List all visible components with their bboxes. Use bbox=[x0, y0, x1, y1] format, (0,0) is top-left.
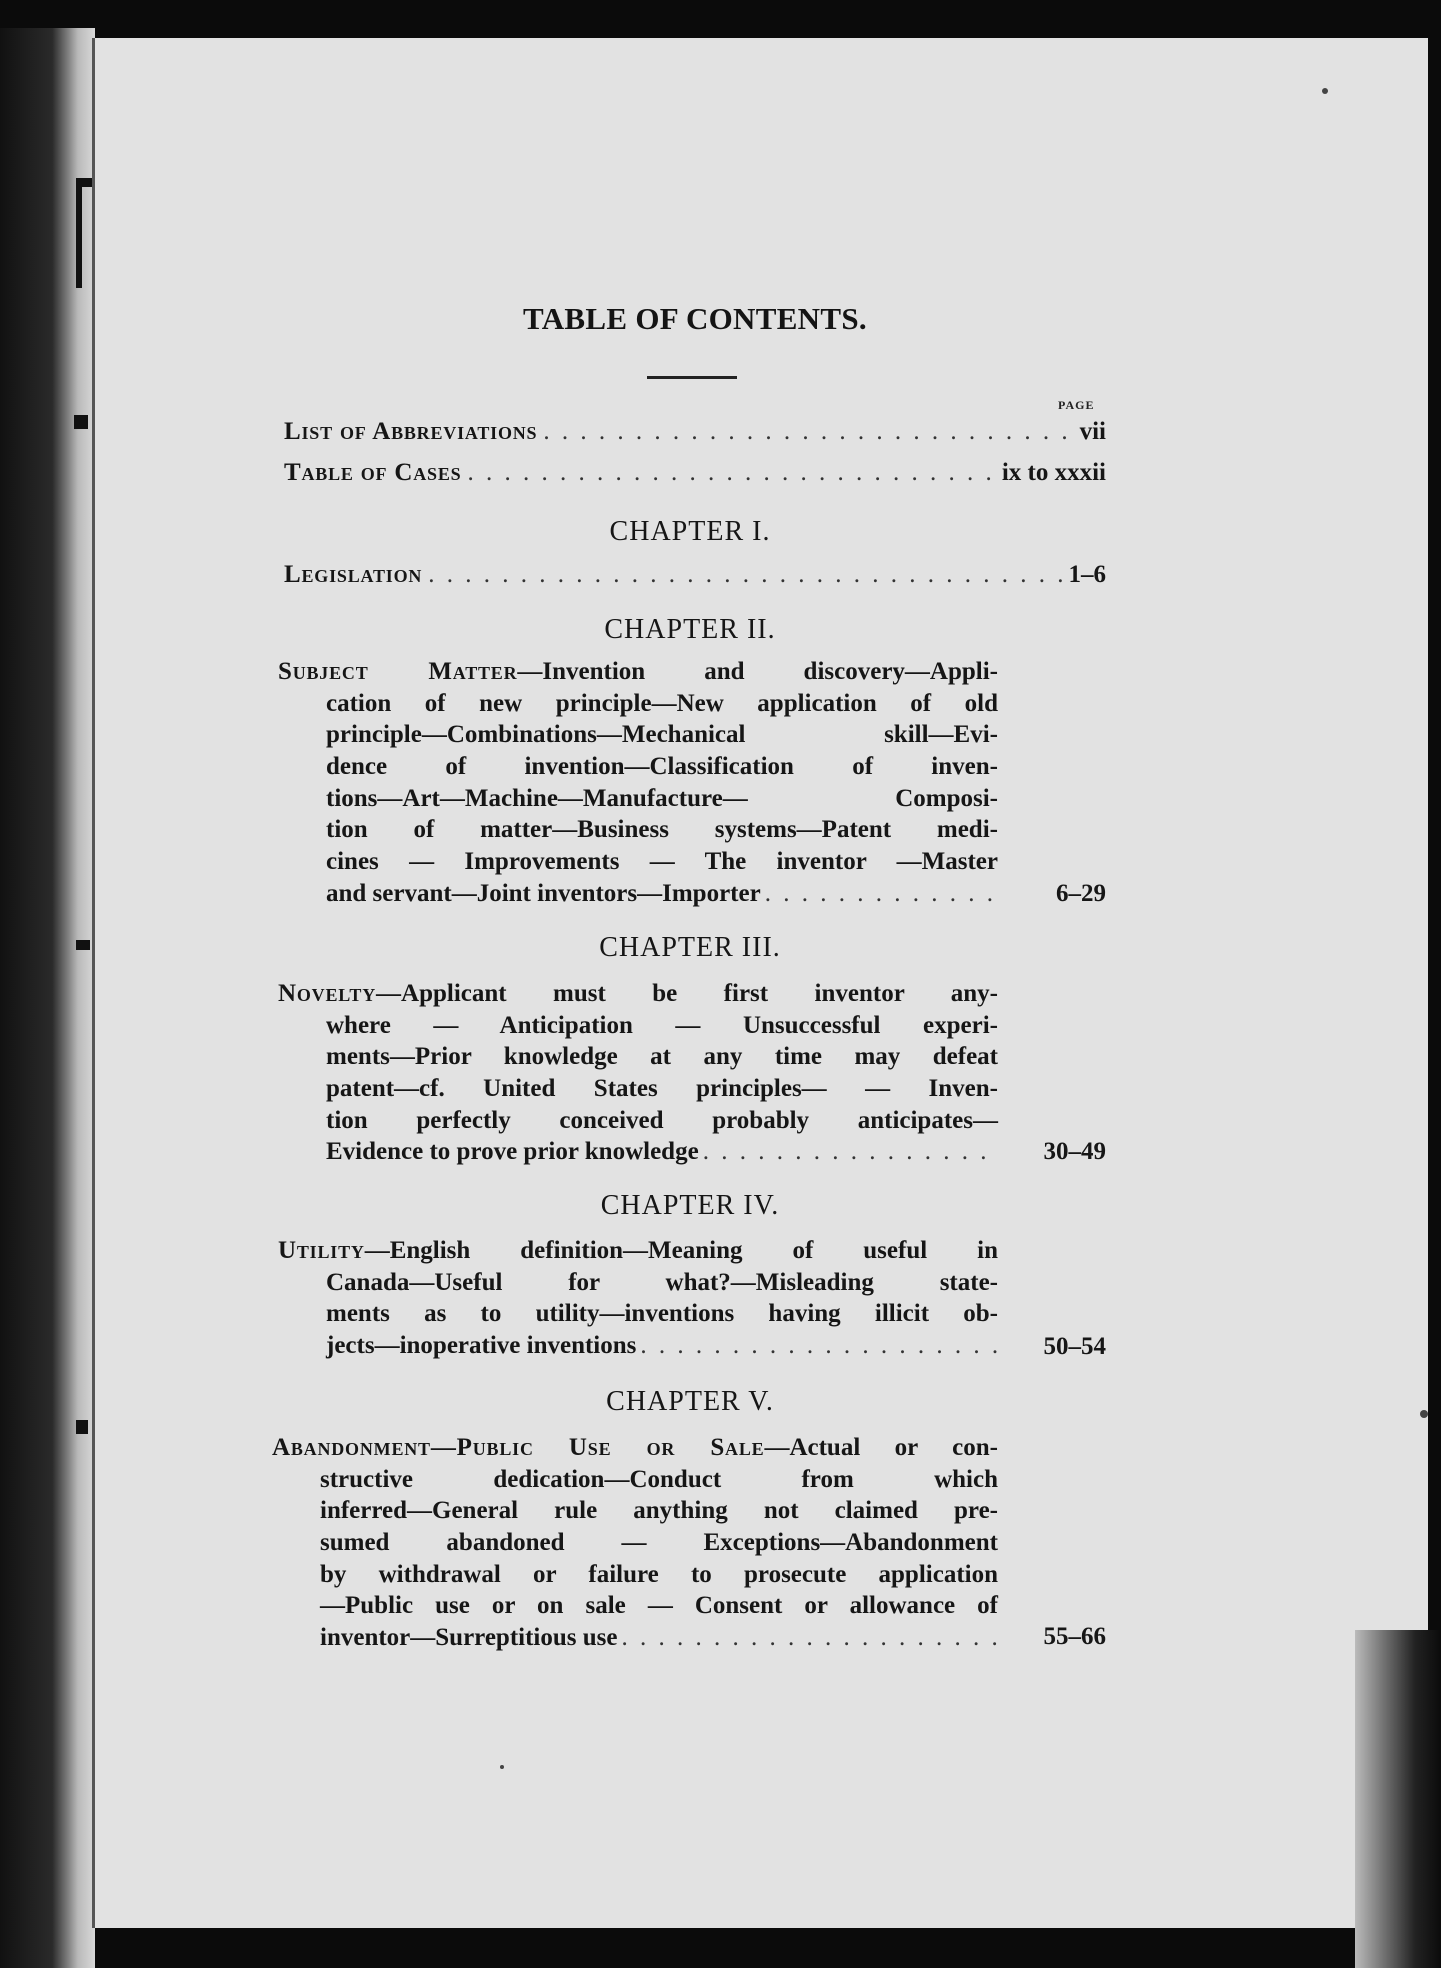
entry-page: 30–49 bbox=[1043, 1138, 1106, 1165]
chapter-heading: CHAPTER IV. bbox=[600, 1190, 780, 1221]
entry-line: Canada—Useful for what?—Misleading state- bbox=[326, 1268, 998, 1296]
gutter-line bbox=[92, 38, 95, 1928]
entry-line: inferred—General rule anything not claimed pre- bbox=[320, 1497, 998, 1525]
toc-label: Legislation bbox=[284, 561, 423, 588]
entry-lead: Subject Matter bbox=[278, 658, 518, 685]
entry-line: patent—cf. United States principles— — Inven- bbox=[326, 1075, 998, 1103]
entry-line: principle—Combinations—Mechanical skill—Evi- bbox=[326, 721, 998, 749]
toc-row-legislation bbox=[284, 558, 1106, 590]
entry-last-line: and servant—Joint inventors—Importer . . . bbox=[278, 878, 998, 910]
title-rule bbox=[647, 376, 737, 379]
binding-mark bbox=[76, 940, 90, 950]
entry-line: Novelty—Applicant must be first inventor any- bbox=[278, 980, 998, 1007]
entry-last-line: Evidence to prove prior knowledge . . . bbox=[278, 1136, 998, 1168]
page-column-header: PAGE bbox=[1058, 398, 1095, 412]
entry-lead: Utility bbox=[278, 1237, 365, 1264]
leader-dots bbox=[543, 416, 1073, 447]
toc-row-table-of-cases bbox=[284, 456, 1106, 488]
entry-line: Subject Matter—Invention and discovery—Appli- bbox=[278, 658, 998, 685]
scan-shadow bbox=[1355, 1630, 1441, 1968]
leader-dots bbox=[703, 1136, 998, 1168]
book-binding bbox=[0, 28, 95, 1968]
toc-page: vii bbox=[1079, 418, 1106, 445]
entry-line: ments as to utility—inventions having illicit ob- bbox=[326, 1300, 998, 1328]
entry-line: structive dedication—Conduct from which bbox=[320, 1465, 998, 1493]
entry-line: Utility—English definition—Meaning of useful in bbox=[278, 1237, 998, 1264]
binding-mark bbox=[74, 415, 88, 429]
toc-label: Table of Cases bbox=[284, 459, 462, 486]
speck bbox=[1322, 88, 1328, 94]
chapter-entry bbox=[278, 656, 998, 910]
toc-page: ix to xxxii bbox=[1001, 459, 1106, 486]
chapter-heading: CHAPTER III. bbox=[599, 932, 781, 963]
leader-dots bbox=[621, 1622, 998, 1654]
speck bbox=[500, 1765, 504, 1769]
entry-line: tions—Art—Machine—Manufacture— Composi- bbox=[326, 784, 998, 812]
toc-row-abbreviations bbox=[284, 415, 1106, 447]
leader-dots bbox=[467, 457, 995, 488]
entry-last-line: inventor—Surreptitious use . . . bbox=[272, 1622, 998, 1654]
chapter-heading: CHAPTER I. bbox=[609, 516, 771, 547]
entry-page: 6–29 bbox=[1056, 880, 1106, 907]
entry-line: by withdrawal or failure to prosecute application bbox=[320, 1560, 998, 1588]
chapter-entry bbox=[278, 978, 998, 1168]
entry-line: sumed abandoned — Exceptions—Abandonment bbox=[320, 1529, 998, 1557]
speck bbox=[1420, 1410, 1428, 1418]
leader-dots bbox=[640, 1330, 998, 1362]
toc-label: List of Abbreviations bbox=[284, 418, 538, 445]
entry-line: dence of invention—Classification of inven- bbox=[326, 753, 998, 781]
chapter-heading: CHAPTER V. bbox=[606, 1386, 774, 1417]
entry-page: 55–66 bbox=[1043, 1623, 1106, 1650]
entry-line: Abandonment—Public Use or Sale—Actual or con- bbox=[272, 1434, 998, 1461]
entry-line: cation of new principle—New application of old bbox=[326, 689, 998, 717]
entry-line: tion of matter—Business systems—Patent medi- bbox=[326, 816, 998, 844]
leader-dots bbox=[765, 878, 998, 910]
entry-line: where — Anticipation — Unsuccessful experi- bbox=[326, 1011, 998, 1039]
toc-page: 1–6 bbox=[1068, 561, 1106, 588]
entry-page: 50–54 bbox=[1043, 1333, 1106, 1360]
entry-lead: Novelty bbox=[278, 980, 377, 1007]
chapter-entry bbox=[278, 1235, 998, 1362]
entry-line: ments—Prior knowledge at any time may defeat bbox=[326, 1043, 998, 1071]
leader-dots bbox=[428, 559, 1062, 590]
chapter-heading: CHAPTER II. bbox=[604, 614, 776, 645]
entry-line: —Public use or on sale — Consent or allowance of bbox=[320, 1592, 998, 1620]
entry-line: tion perfectly conceived probably anticipates— bbox=[326, 1106, 998, 1134]
binding-mark bbox=[76, 178, 82, 288]
binding-mark bbox=[76, 1420, 88, 1434]
chapter-entry bbox=[272, 1432, 998, 1654]
entry-lead: Abandonment—Public Use or Sale bbox=[272, 1434, 765, 1461]
entry-last-line: jects—inoperative inventions . . . bbox=[278, 1330, 998, 1362]
page-title: TABLE OF CONTENTS. bbox=[523, 301, 867, 336]
entry-line: cines — Improvements — The inventor —Master bbox=[326, 848, 998, 876]
